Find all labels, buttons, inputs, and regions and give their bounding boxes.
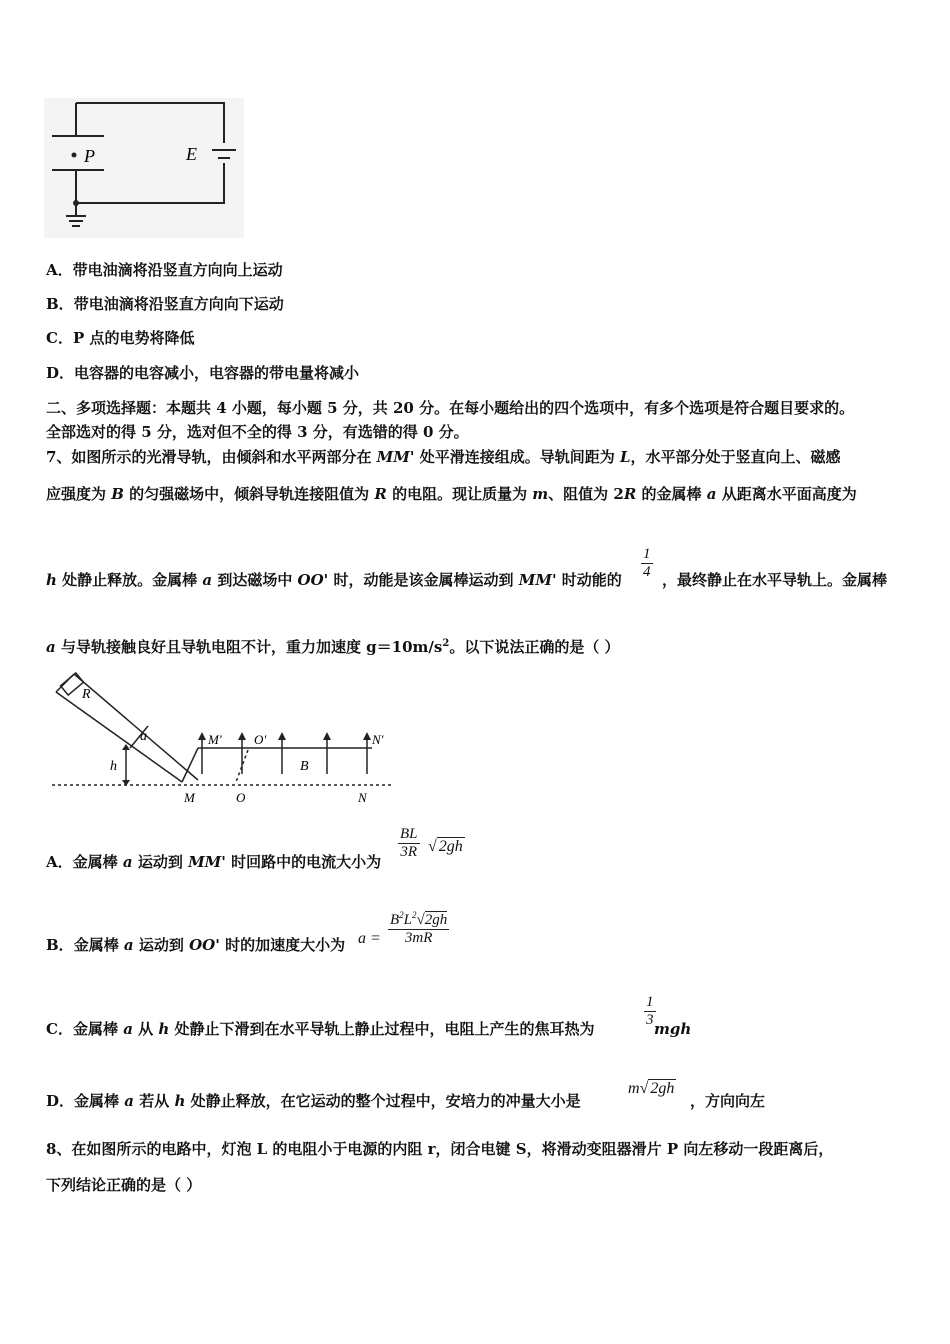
q7-option-c: C．金属棒 a 从 h 处静止下滑到在水平导轨上静止过程中，电阻上产生的焦耳热为 bbox=[46, 1020, 595, 1038]
q7-stem-line4: a 与导轨接触良好且导轨电阻不计，重力加速度 $g=10m/s^2$。以下说法正确的是（ ） bbox=[46, 638, 620, 656]
section2-header-line2: 全部选对的得 5 分，选对但不全的得 3 分，有选错的得 0 分。 bbox=[46, 423, 469, 441]
section2-header-line1: 二、多项选择题：本题共 4 小题，每小题 5 分，共 20 分。在每小题给出的四个选项中，有多个选项是符合题目要求的。 bbox=[46, 399, 855, 417]
fig2-h-label: h bbox=[110, 759, 117, 774]
q7-stem-line3: h 处静止释放。金属棒 a 到达磁场中 OO' 时，动能是该金属棒运动到 MM' 时动能的 bbox=[46, 571, 622, 589]
q8-stem-line2: 下列结论正确的是（ ） bbox=[46, 1176, 202, 1194]
fig2-n-label: N bbox=[358, 790, 367, 805]
q6-option-d: D．电容器的电容减小，电容器的带电量将减小 bbox=[46, 364, 360, 382]
q7-fraction-quarter: $\frac{1}{4}$ bbox=[643, 546, 651, 580]
fig2-m-label: M bbox=[184, 790, 195, 805]
fig2-a-label: a bbox=[140, 729, 147, 744]
capacitor-circuit-figure bbox=[44, 98, 244, 238]
q7d-impulse: m√ 2gh bbox=[628, 1080, 675, 1097]
fig2-m-prime-label: M' bbox=[208, 732, 222, 747]
q7-stem-line3-tail: ，最终静止在水平导轨上。金属棒 bbox=[662, 571, 888, 589]
q7a-fraction: $\frac{BL}{3R}$ bbox=[400, 826, 418, 860]
q7a-sqrt: √ 2gh bbox=[428, 838, 463, 855]
q7-option-a: A．金属棒 a 运动到 MM' 时回路中的电流大小为 bbox=[46, 853, 382, 871]
q7c-fraction: $\frac{1}{3}$ bbox=[646, 994, 654, 1028]
q7-option-d: D．金属棒 a 若从 h 处静止释放，在它运动的整个过程中，安培力的冲量大小是 bbox=[46, 1092, 581, 1110]
fig2-n-prime-label: N' bbox=[372, 732, 384, 747]
emf-label: E bbox=[186, 144, 197, 164]
point-p-label: P bbox=[84, 146, 95, 166]
q7-stem-line2: 应强度为 B 的匀强磁场中，倾斜导轨连接阻值为 R 的电阻。现让质量为 m、阻值为 2R 的金属棒 a 从距离水平面高度为 bbox=[46, 485, 857, 503]
q7-stem-line1: 7、如图所示的光滑导轨，由倾斜和水平两部分在 MM' 处平滑连接组成。导轨间距为 L，水平部分处于竖直向上、磁感 bbox=[46, 448, 841, 466]
fig2-o-prime-label: O' bbox=[254, 732, 267, 747]
q7b-fraction: $\frac{B^2L^2√2gh}{3mR}$ bbox=[390, 910, 448, 946]
fig2-r-label: R bbox=[82, 687, 91, 702]
q7c-mgh: mgh bbox=[654, 1020, 692, 1038]
q7d-tail: ，方向向左 bbox=[690, 1092, 766, 1110]
q7-option-b: B．金属棒 a 运动到 OO' 时的加速度大小为 bbox=[46, 936, 346, 954]
q6-option-a: A．带电油滴将沿竖直方向向上运动 bbox=[46, 261, 283, 279]
q6-option-c: C．P 点的电势将降低 bbox=[46, 329, 195, 347]
q6-option-b: B．带电油滴将沿竖直方向向下运动 bbox=[46, 295, 284, 313]
fig2-b-label: B bbox=[300, 759, 309, 774]
fig2-o-label: O bbox=[236, 790, 246, 805]
q8-stem-line1: 8、在如图所示的电路中，灯泡 L 的电阻小于电源的内阻 r，闭合电键 S，将滑动变阻器滑片 P 向左移动一段距离后， bbox=[46, 1140, 834, 1158]
q7b-lhs: a = bbox=[358, 930, 381, 947]
rail-figure bbox=[52, 668, 402, 810]
